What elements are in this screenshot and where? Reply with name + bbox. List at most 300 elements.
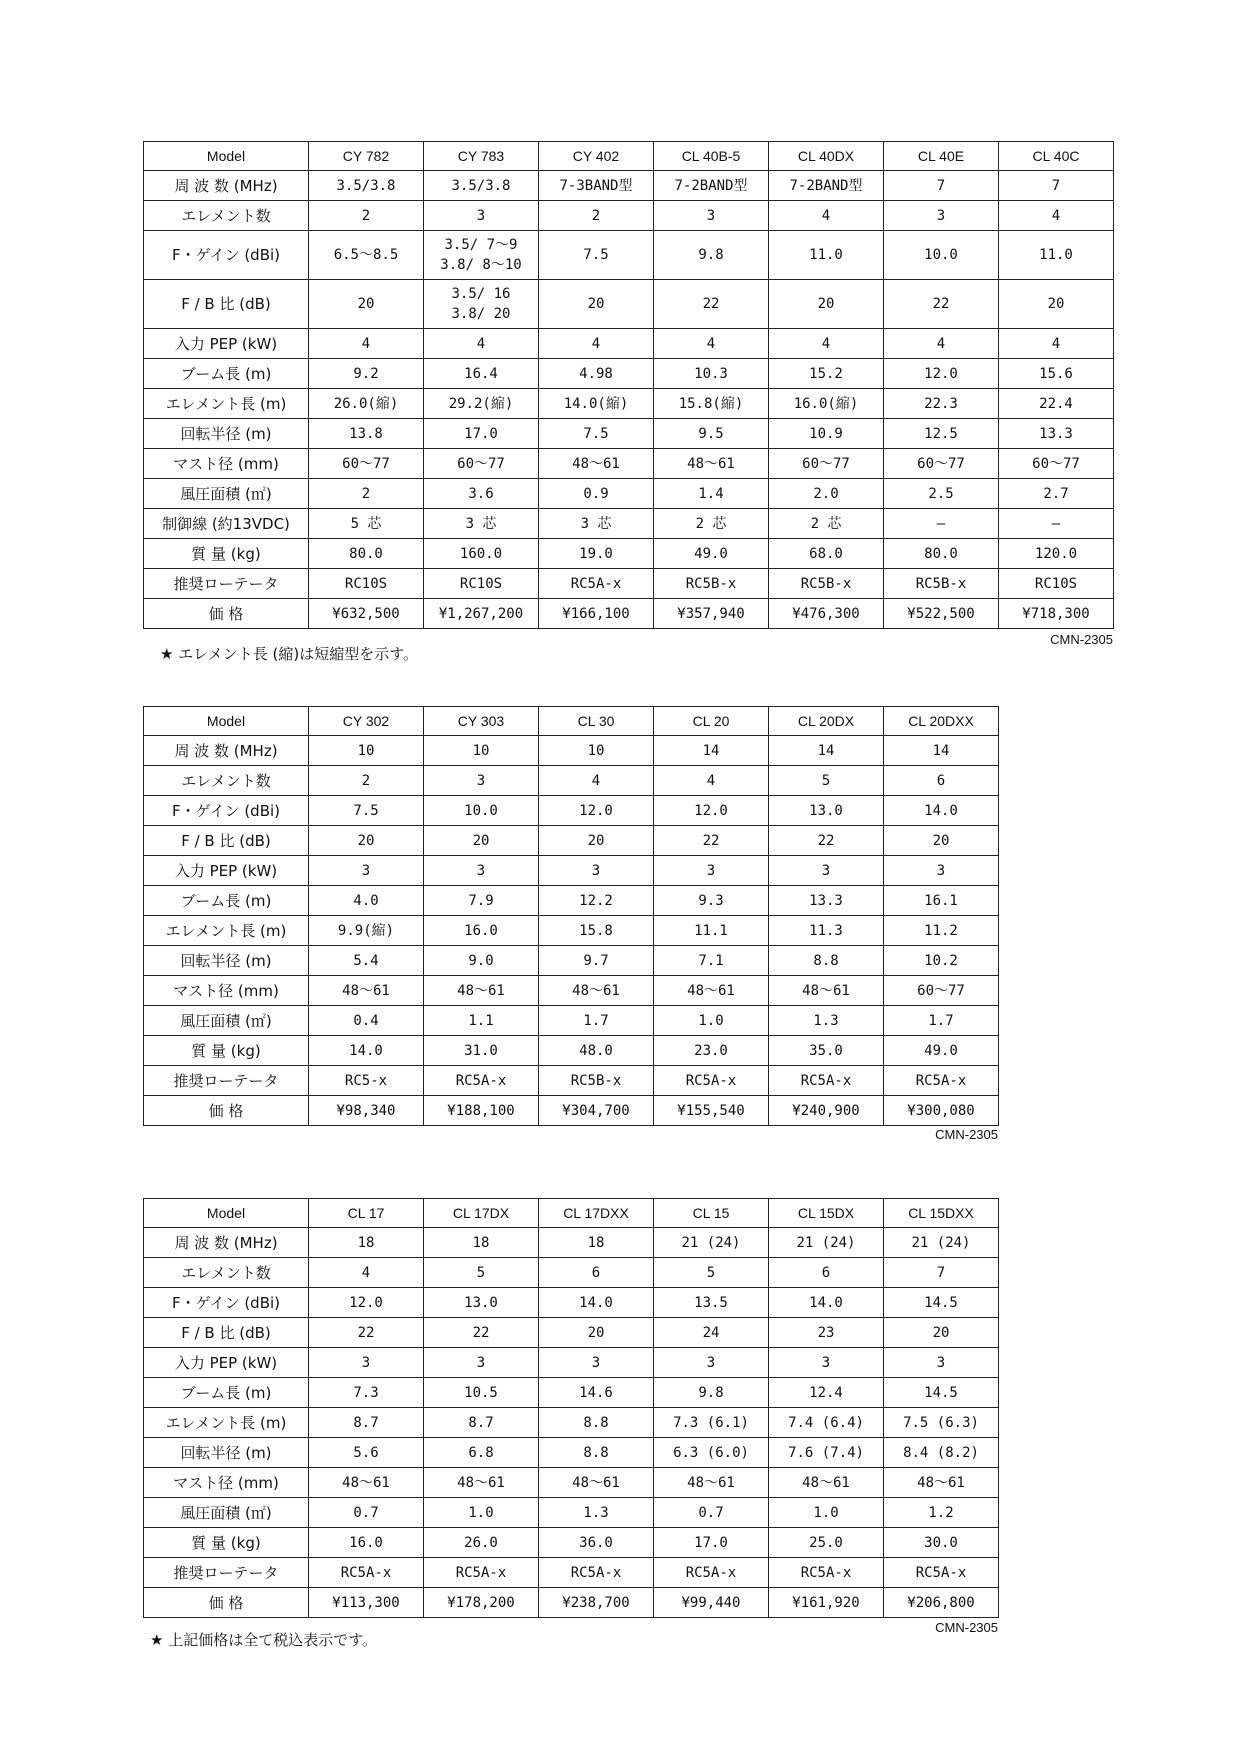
row-label: 周 波 数 (MHz) <box>144 1228 309 1258</box>
table-cell: 30.0 <box>884 1528 999 1558</box>
table-cell: 3 <box>309 856 424 886</box>
row-label: ブーム長 (m) <box>144 359 309 389</box>
table-row <box>144 201 1114 231</box>
table-row <box>144 1378 999 1408</box>
table-cell: ¥178,200 <box>424 1588 539 1618</box>
row-label: 風圧面積 (㎡) <box>144 1006 309 1036</box>
table-cell: 29.2(縮) <box>424 389 539 419</box>
table-cell: 60～77 <box>769 449 884 479</box>
table-cell: 8.7 <box>424 1408 539 1438</box>
table-cell: 5.6 <box>309 1438 424 1468</box>
table-cell: 20 <box>884 826 999 856</box>
table-cell: 18 <box>309 1228 424 1258</box>
table-row <box>144 1066 999 1096</box>
row-label: 入力 PEP (kW) <box>144 856 309 886</box>
table-row <box>144 826 999 856</box>
table-cell: 10.0 <box>884 231 999 280</box>
header-model-name: CY 402 <box>539 142 654 171</box>
table-cell: 9.8 <box>654 1378 769 1408</box>
row-label: 回転半径 (m) <box>144 419 309 449</box>
table-cell: 20 <box>539 280 654 329</box>
table-cell: 4 <box>999 201 1114 231</box>
table-cell: 20 <box>769 280 884 329</box>
table-cell: 2.7 <box>999 479 1114 509</box>
table-cell: ¥161,920 <box>769 1588 884 1618</box>
table-cell: 4 <box>539 766 654 796</box>
table-cell: 3 芯 <box>424 509 539 539</box>
table-cell: 2 <box>309 479 424 509</box>
table-cell: 15.2 <box>769 359 884 389</box>
table-cell: 22.4 <box>999 389 1114 419</box>
table-cell: 2.5 <box>884 479 999 509</box>
table-cell: RC5-x <box>309 1066 424 1096</box>
table-cell: 20 <box>309 280 424 329</box>
table-row <box>144 1528 999 1558</box>
table-row <box>144 419 1114 449</box>
table-row <box>144 1498 999 1528</box>
table-cell: 4 <box>654 766 769 796</box>
table-cell: 10.5 <box>424 1378 539 1408</box>
table-cell: 4.98 <box>539 359 654 389</box>
table-cell: RC5A-x <box>424 1066 539 1096</box>
table-cell: 4 <box>884 329 999 359</box>
table-cell: 48～61 <box>654 449 769 479</box>
header-model: Model <box>144 707 309 736</box>
table-row <box>144 1318 999 1348</box>
spec-table-3 <box>143 1198 999 1618</box>
table-cell: 60～77 <box>884 976 999 1006</box>
table-cell: 5 <box>424 1258 539 1288</box>
table-cell: 3 <box>539 856 654 886</box>
table-cell: RC5A-x <box>769 1066 884 1096</box>
header-model-name: CY 782 <box>309 142 424 171</box>
table-cell: 10.0 <box>424 796 539 826</box>
row-label: 質 量 (kg) <box>144 1528 309 1558</box>
table-cell: 12.5 <box>884 419 999 449</box>
table-cell: 8.8 <box>539 1438 654 1468</box>
table-cell: 3 <box>424 766 539 796</box>
table-cell: 8.4 (8.2) <box>884 1438 999 1468</box>
table-row <box>144 359 1114 389</box>
table-cell: 7.5 <box>539 419 654 449</box>
table-row <box>144 1468 999 1498</box>
row-label: エレメント数 <box>144 1258 309 1288</box>
table-cell: ¥522,500 <box>884 599 999 629</box>
table-row <box>144 389 1114 419</box>
document-code: CMN-2305 <box>1050 632 1113 647</box>
table-cell: 7.3 (6.1) <box>654 1408 769 1438</box>
table-row <box>144 736 999 766</box>
table-row <box>144 1258 999 1288</box>
table-cell: 4 <box>309 329 424 359</box>
table-cell: 3.5/ 7～9 3.8/ 8～10 <box>424 231 539 280</box>
table-cell: 9.0 <box>424 946 539 976</box>
table-cell: 22 <box>424 1318 539 1348</box>
row-label: 質 量 (kg) <box>144 539 309 569</box>
table-cell: 48.0 <box>539 1036 654 1066</box>
table-cell: 7 <box>884 1258 999 1288</box>
table-cell: 26.0(縮) <box>309 389 424 419</box>
table-cell: RC5A-x <box>424 1558 539 1588</box>
table-cell: 1.1 <box>424 1006 539 1036</box>
table-cell: 1.0 <box>424 1498 539 1528</box>
table-cell: 3 <box>654 856 769 886</box>
table-row <box>144 599 1114 629</box>
table-cell: 7-3BAND型 <box>539 171 654 201</box>
table-cell: RC10S <box>309 569 424 599</box>
table-cell: 22 <box>654 826 769 856</box>
table-cell: 4 <box>769 329 884 359</box>
table-cell: 3 <box>309 1348 424 1378</box>
row-label: 入力 PEP (kW) <box>144 1348 309 1378</box>
row-label: マスト径 (mm) <box>144 1468 309 1498</box>
row-label: 推奨ローテータ <box>144 1558 309 1588</box>
table-row <box>144 569 1114 599</box>
table-cell: 7.4 (6.4) <box>769 1408 884 1438</box>
table-cell: 5 <box>769 766 884 796</box>
table-row <box>144 1588 999 1618</box>
table-cell: 26.0 <box>424 1528 539 1558</box>
table-cell: 5 芯 <box>309 509 424 539</box>
table-cell: 16.1 <box>884 886 999 916</box>
table-cell: 3 <box>884 856 999 886</box>
table-cell: ¥357,940 <box>654 599 769 629</box>
table-cell: 23 <box>769 1318 884 1348</box>
table-cell: 3.5/3.8 <box>424 171 539 201</box>
table-cell: 36.0 <box>539 1528 654 1558</box>
table-cell: 3 <box>769 856 884 886</box>
table-cell: 3 <box>654 1348 769 1378</box>
table-cell: 0.9 <box>539 479 654 509</box>
table-cell: RC5A-x <box>539 569 654 599</box>
table-cell: 8.8 <box>539 1408 654 1438</box>
table-cell: 20 <box>539 1318 654 1348</box>
row-label: エレメント長 (m) <box>144 1408 309 1438</box>
header-model-name: CL 30 <box>539 707 654 736</box>
table-cell: 13.3 <box>769 886 884 916</box>
row-label: マスト径 (mm) <box>144 449 309 479</box>
table-cell: 0.4 <box>309 1006 424 1036</box>
header-model-name: CL 40C <box>999 142 1114 171</box>
row-label: F・ゲイン (dBi) <box>144 796 309 826</box>
table-cell: RC5B-x <box>769 569 884 599</box>
table-cell: ¥99,440 <box>654 1588 769 1618</box>
row-label: エレメント数 <box>144 201 309 231</box>
table-cell: 48～61 <box>309 1468 424 1498</box>
table-cell: ― <box>884 509 999 539</box>
table-cell: ¥1,267,200 <box>424 599 539 629</box>
table-cell: 48～61 <box>769 1468 884 1498</box>
table-row <box>144 976 999 1006</box>
header-model-name: CY 303 <box>424 707 539 736</box>
table-cell: 48～61 <box>309 976 424 1006</box>
table-cell: 3 <box>884 201 999 231</box>
table-cell: 3.5/ 16 3.8/ 20 <box>424 280 539 329</box>
table-cell: 48～61 <box>884 1468 999 1498</box>
table-cell: ¥166,100 <box>539 599 654 629</box>
table-cell: 1.2 <box>884 1498 999 1528</box>
table-cell: 60～77 <box>999 449 1114 479</box>
table-cell: 60～77 <box>309 449 424 479</box>
table-cell: 10 <box>539 736 654 766</box>
table-cell: 4.0 <box>309 886 424 916</box>
table-cell: 8.8 <box>769 946 884 976</box>
table-cell: ¥155,540 <box>654 1096 769 1126</box>
table-cell: 7.3 <box>309 1378 424 1408</box>
table-cell: 6.8 <box>424 1438 539 1468</box>
header-model-name: CL 40E <box>884 142 999 171</box>
table-cell: 1.4 <box>654 479 769 509</box>
table-cell: 7-2BAND型 <box>654 171 769 201</box>
table-cell: 4 <box>769 201 884 231</box>
table-cell: ¥304,700 <box>539 1096 654 1126</box>
table-cell: ¥300,080 <box>884 1096 999 1126</box>
table-cell: 49.0 <box>884 1036 999 1066</box>
table-cell: 9.5 <box>654 419 769 449</box>
document-code: CMN-2305 <box>935 1620 998 1635</box>
table-cell: 68.0 <box>769 539 884 569</box>
table-cell: 31.0 <box>424 1036 539 1066</box>
table-cell: 9.9(縮) <box>309 916 424 946</box>
table-cell: 48～61 <box>424 1468 539 1498</box>
table-cell: 2 <box>539 201 654 231</box>
table-header-row <box>144 707 999 736</box>
header-model-name: CL 17 <box>309 1199 424 1228</box>
table-row <box>144 1348 999 1378</box>
table-cell: RC5A-x <box>884 1558 999 1588</box>
row-label: ブーム長 (m) <box>144 1378 309 1408</box>
table-cell: 9.3 <box>654 886 769 916</box>
header-model-name: CY 783 <box>424 142 539 171</box>
row-label: F / B 比 (dB) <box>144 1318 309 1348</box>
table-cell: 48～61 <box>539 976 654 1006</box>
table-cell: ¥188,100 <box>424 1096 539 1126</box>
table-cell: ¥113,300 <box>309 1588 424 1618</box>
table-cell: 20 <box>999 280 1114 329</box>
row-label: 周 波 数 (MHz) <box>144 736 309 766</box>
table-cell: 14.6 <box>539 1378 654 1408</box>
table-cell: 11.2 <box>884 916 999 946</box>
row-label: 風圧面積 (㎡) <box>144 1498 309 1528</box>
table-cell: 3 <box>884 1348 999 1378</box>
table-cell: 14 <box>654 736 769 766</box>
table-cell: 18 <box>424 1228 539 1258</box>
table-row <box>144 280 1114 329</box>
table-row <box>144 1408 999 1438</box>
table-cell: 20 <box>424 826 539 856</box>
table-cell: ¥240,900 <box>769 1096 884 1126</box>
row-label: F / B 比 (dB) <box>144 280 309 329</box>
table-row <box>144 479 1114 509</box>
spec-table-1 <box>143 141 1114 629</box>
table-cell: RC10S <box>999 569 1114 599</box>
row-label: 価 格 <box>144 599 309 629</box>
table-cell: 13.0 <box>769 796 884 826</box>
table-cell: 10 <box>424 736 539 766</box>
table-cell: 2 芯 <box>654 509 769 539</box>
table-cell: 7.5 <box>539 231 654 280</box>
row-label: 入力 PEP (kW) <box>144 329 309 359</box>
table-cell: 16.0 <box>309 1528 424 1558</box>
table-cell: 7.9 <box>424 886 539 916</box>
table-cell: 9.7 <box>539 946 654 976</box>
table-cell: 48～61 <box>654 976 769 1006</box>
row-label: 質 量 (kg) <box>144 1036 309 1066</box>
table-cell: RC5B-x <box>884 569 999 599</box>
table-cell: 21 (24) <box>884 1228 999 1258</box>
table-cell: ¥238,700 <box>539 1588 654 1618</box>
table-cell: 1.7 <box>539 1006 654 1036</box>
table-cell: 4 <box>424 329 539 359</box>
table-cell: 2 <box>309 201 424 231</box>
header-model-name: CL 20 <box>654 707 769 736</box>
table-cell: 10 <box>309 736 424 766</box>
table-cell: 5 <box>654 1258 769 1288</box>
table-cell: 13.3 <box>999 419 1114 449</box>
table-cell: 35.0 <box>769 1036 884 1066</box>
row-label: ブーム長 (m) <box>144 886 309 916</box>
header-model-name: CL 15DX <box>769 1199 884 1228</box>
table-cell: 17.0 <box>654 1528 769 1558</box>
header-model: Model <box>144 1199 309 1228</box>
row-label: 風圧面積 (㎡) <box>144 479 309 509</box>
table-cell: 13.8 <box>309 419 424 449</box>
table-cell: 7-2BAND型 <box>769 171 884 201</box>
table-cell: 3 芯 <box>539 509 654 539</box>
table-cell: 12.4 <box>769 1378 884 1408</box>
table-cell: 3 <box>424 856 539 886</box>
table-cell: 3 <box>654 201 769 231</box>
table-cell: 10.2 <box>884 946 999 976</box>
table-cell: 6.3 (6.0) <box>654 1438 769 1468</box>
row-label: 制御線 (約13VDC) <box>144 509 309 539</box>
table-cell: 9.8 <box>654 231 769 280</box>
table-cell: 3.6 <box>424 479 539 509</box>
table-row <box>144 1006 999 1036</box>
table-cell: 11.1 <box>654 916 769 946</box>
table-cell: 22 <box>884 280 999 329</box>
header-model-name: CL 20DXX <box>884 707 999 736</box>
table-cell: 7 <box>999 171 1114 201</box>
table-cell: 15.6 <box>999 359 1114 389</box>
table-cell: 1.3 <box>539 1498 654 1528</box>
table-cell: 12.0 <box>654 796 769 826</box>
table-cell: RC10S <box>424 569 539 599</box>
table-cell: 13.0 <box>424 1288 539 1318</box>
row-label: 回転半径 (m) <box>144 1438 309 1468</box>
row-label: 価 格 <box>144 1096 309 1126</box>
header-model: Model <box>144 142 309 171</box>
table-cell: 1.0 <box>769 1498 884 1528</box>
table-row <box>144 231 1114 280</box>
table-cell: RC5A-x <box>769 1558 884 1588</box>
header-model-name: CL 17DX <box>424 1199 539 1228</box>
table-cell: 4 <box>539 329 654 359</box>
table-cell: ¥632,500 <box>309 599 424 629</box>
table-cell: 16.0 <box>424 916 539 946</box>
table-cell: 48～61 <box>424 976 539 1006</box>
row-label: F / B 比 (dB) <box>144 826 309 856</box>
row-label: 推奨ローテータ <box>144 1066 309 1096</box>
table-cell: 14.5 <box>884 1378 999 1408</box>
table-cell: 12.0 <box>884 359 999 389</box>
table-row <box>144 449 1114 479</box>
table-cell: RC5A-x <box>654 1066 769 1096</box>
table-cell: 14.5 <box>884 1288 999 1318</box>
header-model-name: CL 20DX <box>769 707 884 736</box>
table-row <box>144 766 999 796</box>
table-cell: 3 <box>539 1348 654 1378</box>
table-cell: 6 <box>539 1258 654 1288</box>
header-model-name: CL 40DX <box>769 142 884 171</box>
table-cell: 15.8(縮) <box>654 389 769 419</box>
table-row <box>144 1438 999 1468</box>
table-cell: ¥206,800 <box>884 1588 999 1618</box>
table-cell: 10.9 <box>769 419 884 449</box>
table-cell: RC5A-x <box>654 1558 769 1588</box>
table-cell: 22 <box>769 826 884 856</box>
table-row <box>144 856 999 886</box>
header-model-name: CY 302 <box>309 707 424 736</box>
document-code: CMN-2305 <box>935 1127 998 1142</box>
table-cell: 24 <box>654 1318 769 1348</box>
table-cell: 14.0 <box>884 796 999 826</box>
footnote-shortened: ★ エレメント長 (縮)は短縮型を示す。 <box>160 645 419 663</box>
table-cell: 3 <box>424 1348 539 1378</box>
row-label: 価 格 <box>144 1588 309 1618</box>
table-cell: RC5A-x <box>309 1558 424 1588</box>
table-cell: RC5B-x <box>539 1066 654 1096</box>
row-label: マスト径 (mm) <box>144 976 309 1006</box>
table-cell: ¥718,300 <box>999 599 1114 629</box>
table-cell: 14 <box>769 736 884 766</box>
table-cell: 49.0 <box>654 539 769 569</box>
footnote-tax-included: ★ 上記価格は全て税込表示です。 <box>150 1631 378 1649</box>
table-row <box>144 1558 999 1588</box>
table-cell: 22 <box>309 1318 424 1348</box>
table-cell: 22 <box>654 280 769 329</box>
table-cell: 7.5 <box>309 796 424 826</box>
table-cell: 12.2 <box>539 886 654 916</box>
row-label: 周 波 数 (MHz) <box>144 171 309 201</box>
table-cell: 60～77 <box>884 449 999 479</box>
table-cell: RC5B-x <box>654 569 769 599</box>
row-label: F・ゲイン (dBi) <box>144 231 309 280</box>
table-cell: 0.7 <box>309 1498 424 1528</box>
table-cell: 48～61 <box>654 1468 769 1498</box>
table-cell: 7.6 (7.4) <box>769 1438 884 1468</box>
table-cell: 11.0 <box>999 231 1114 280</box>
table-cell: 14.0 <box>539 1288 654 1318</box>
table-cell: 7.1 <box>654 946 769 976</box>
table-cell: 21 (24) <box>769 1228 884 1258</box>
table-cell: 16.0(縮) <box>769 389 884 419</box>
table-cell: 48～61 <box>539 1468 654 1498</box>
table-cell: 7 <box>884 171 999 201</box>
header-model-name: CL 15 <box>654 1199 769 1228</box>
table-cell: 1.7 <box>884 1006 999 1036</box>
table-cell: 16.4 <box>424 359 539 389</box>
row-label: エレメント長 (m) <box>144 389 309 419</box>
table-cell: 23.0 <box>654 1036 769 1066</box>
row-label: F・ゲイン (dBi) <box>144 1288 309 1318</box>
table-cell: 25.0 <box>769 1528 884 1558</box>
table-cell: 14.0(縮) <box>539 389 654 419</box>
table-row <box>144 1228 999 1258</box>
table-cell: 11.3 <box>769 916 884 946</box>
table-cell: 8.7 <box>309 1408 424 1438</box>
table-cell: 2.0 <box>769 479 884 509</box>
